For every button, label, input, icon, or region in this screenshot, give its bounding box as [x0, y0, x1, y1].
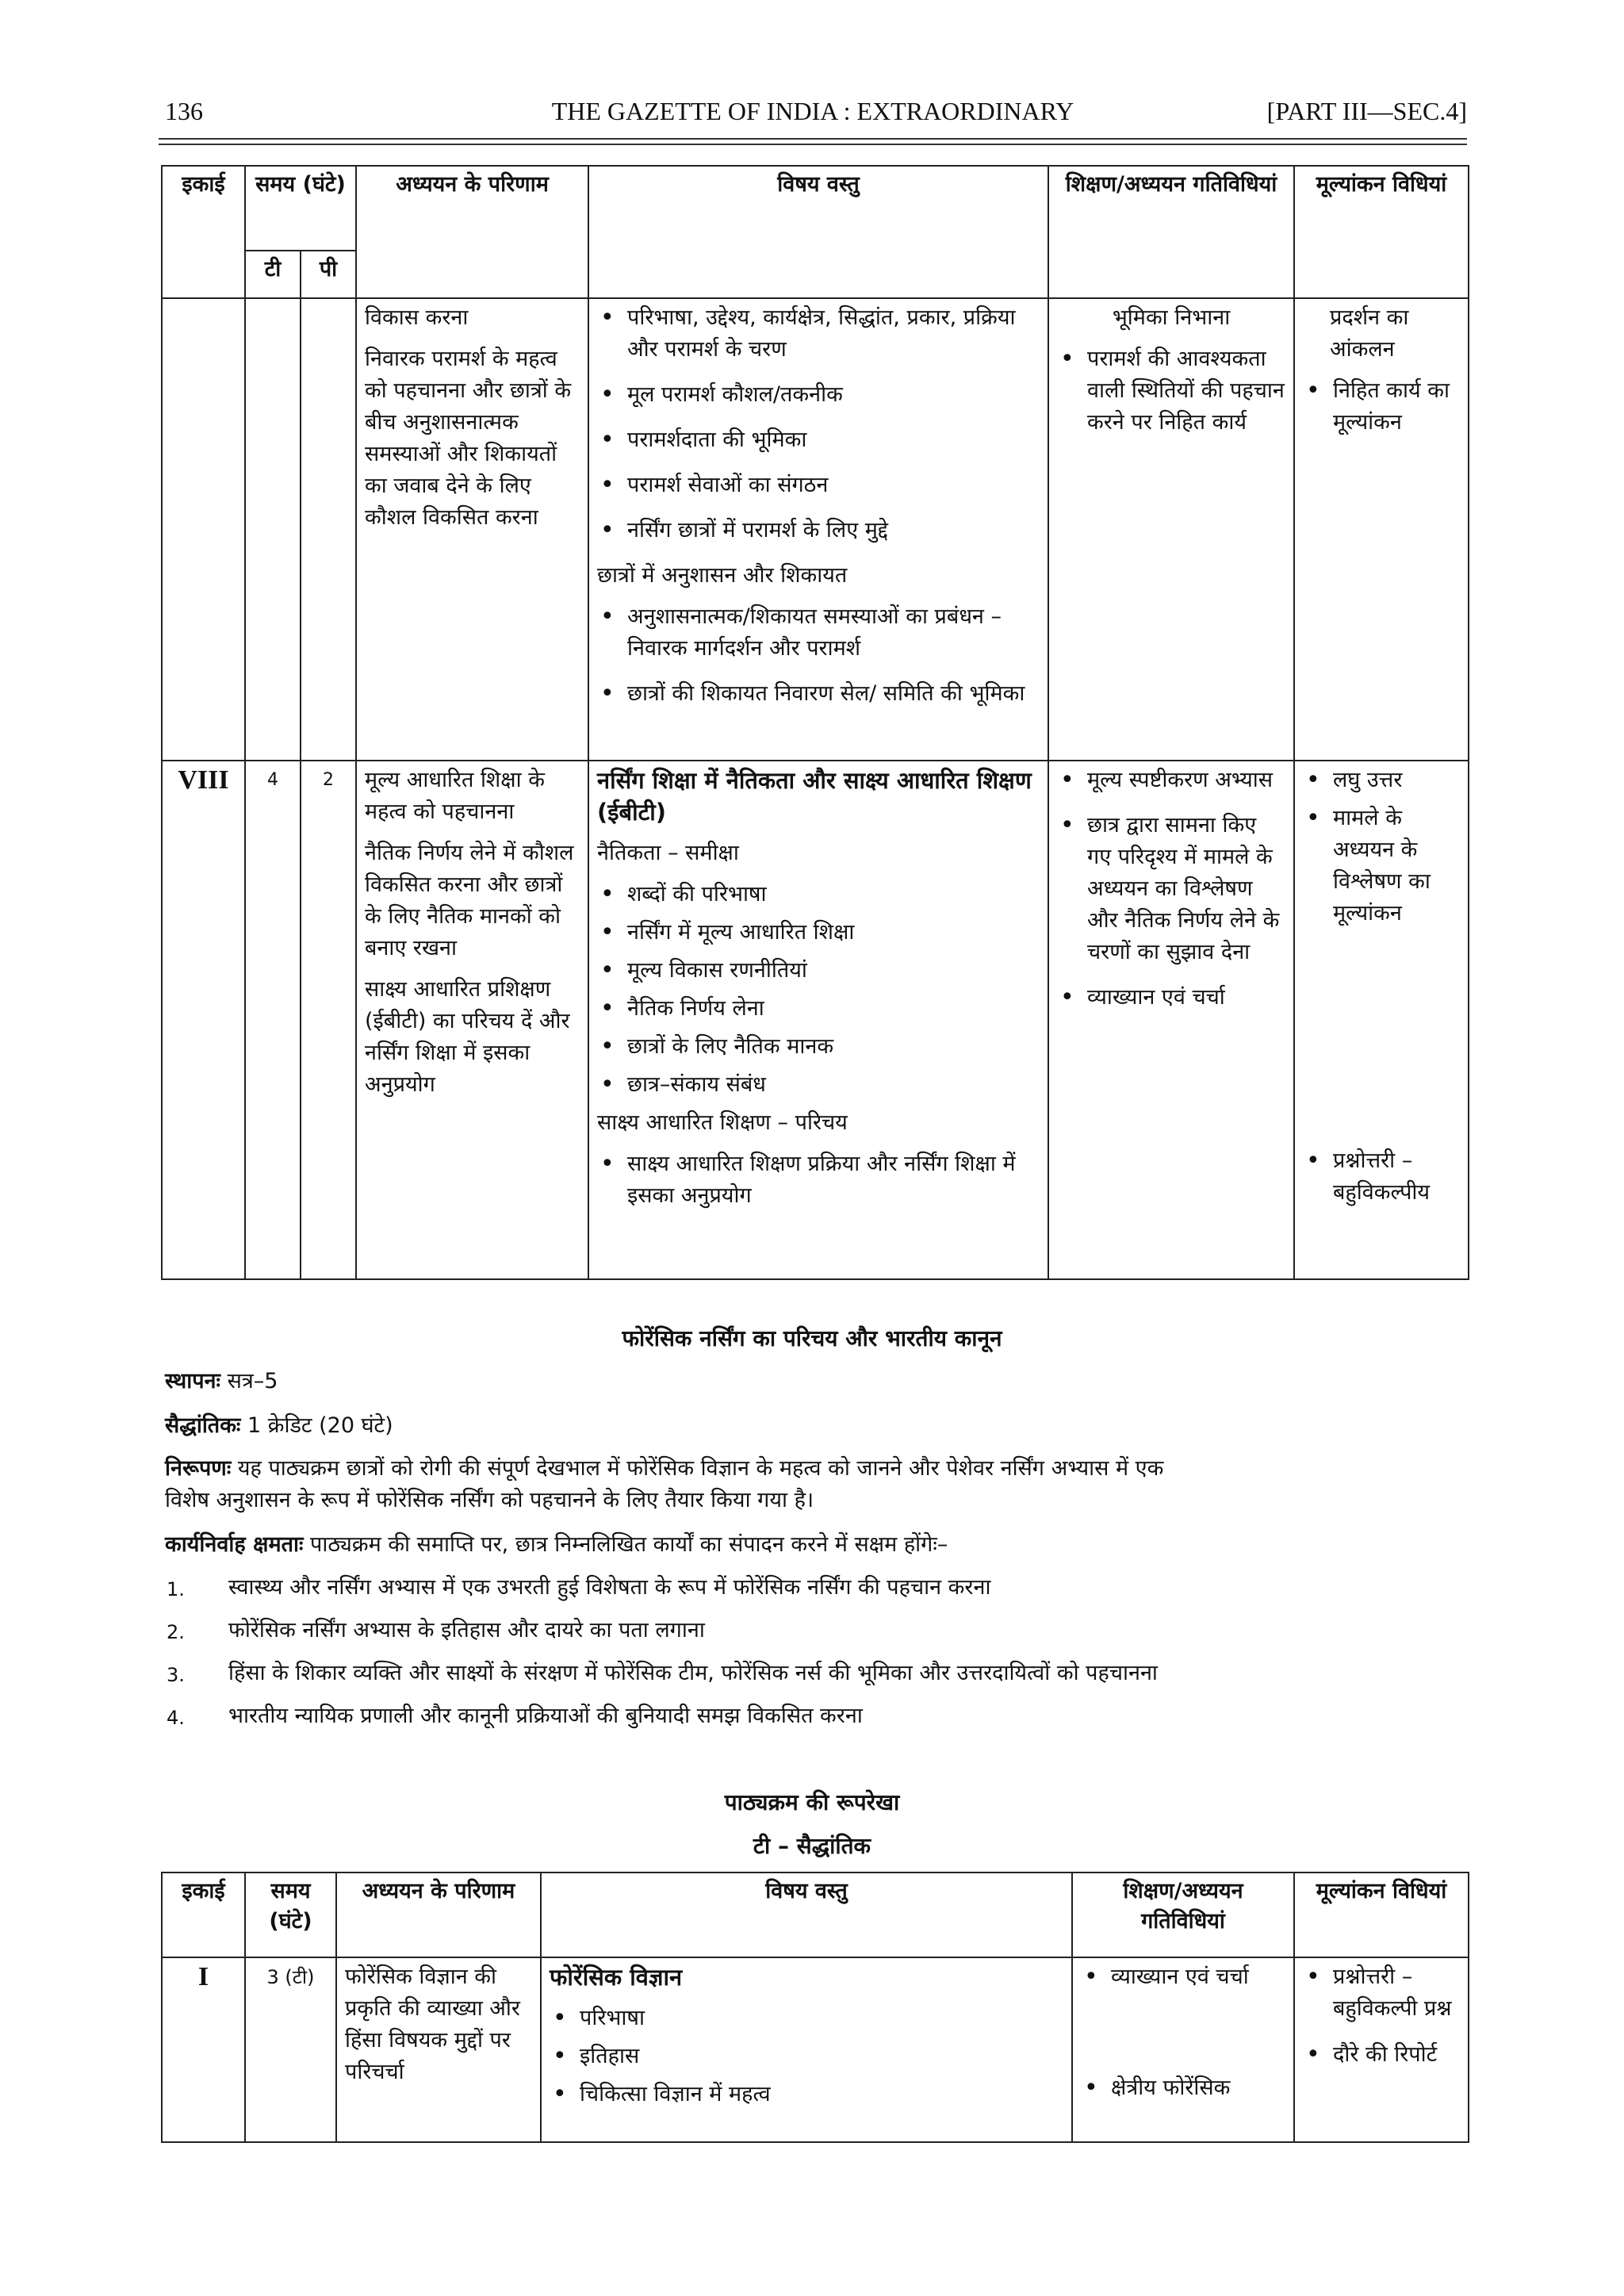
competency-text: पाठ्यक्रम की समाप्ति पर, छात्र निम्नलिखित कार्यों का संपादन करने में सक्षम होंगेः–	[310, 1532, 948, 1557]
list-item: • अनुशासनात्मक/शिकायत समस्याओं का प्रबंधन – निवारक मार्गदर्शन और परामर्श	[597, 601, 1040, 665]
list-item: • परामर्शदाता की भूमिका	[597, 424, 1040, 456]
header-assessment: मूल्यांकन विधियां	[1294, 166, 1469, 298]
outline-title: पाठ्यक्रम की रूपरेखा	[724, 1789, 900, 1815]
list-item: • परिभाषा, उद्देश्य, कार्यक्षेत्र, सिद्धांत, प्रकार, प्रक्रिया और परामर्श के चरण	[597, 302, 1040, 366]
outcomes-cell: फोरेंसिक विज्ञान की प्रकृति की व्याख्या और हिंसा विषयक मुद्दों पर परिचर्चा	[336, 1957, 541, 2142]
assessment-cell: प्रदर्शन का आंकलन • निहित कार्य का मूल्यांकन	[1294, 298, 1469, 761]
description-line	[165, 1453, 1473, 1485]
list-item: • परामर्श की आवश्यकता वाली स्थितियों की पहचान करने पर निहित कार्य	[1057, 343, 1285, 439]
list-item: • छात्र द्वारा सामना किए गए परिदृश्य में मामले के अध्ययन का विश्लेषण और नैतिक निर्णय लेने के चरणों का सुझाव देना	[1057, 810, 1285, 968]
assessment-cell	[1294, 761, 1469, 1279]
header-content: विषय वस्तु	[541, 1872, 1072, 1957]
content-subheading: साक्ष्य आधारित शिक्षण – परिचय	[597, 1110, 848, 1135]
content-subheading: छात्रों में अनुशासन और शिकायत	[597, 563, 848, 588]
course-title: फोरेंसिक नर्सिंग का परिचय और भारतीय कानून	[622, 1325, 1002, 1351]
syllabus-table-2	[161, 1872, 1469, 2143]
header-p: पी	[301, 251, 356, 298]
list-item: • व्याख्यान एवं चर्चा	[1081, 1961, 1285, 1993]
list-item: • नैतिक निर्णय लेना	[597, 993, 1040, 1025]
header-unit: इकाई	[162, 166, 245, 298]
gazette-title: THE GAZETTE OF INDIA : EXTRAORDINARY	[551, 97, 1074, 125]
header-unit: इकाई	[162, 1872, 245, 1957]
list-item: • परामर्श सेवाओं का संगठन	[597, 470, 1040, 501]
theory-value: 1 क्रेडिट (20 घंटे)	[247, 1413, 393, 1438]
activities-cell: भूमिका निभाना • परामर्श की आवश्यकता वाली स्थितियों की पहचान करने पर निहित कार्य	[1048, 298, 1294, 761]
list-item: • प्रश्नोत्तरी – बहुविकल्पीय	[1303, 1145, 1460, 1209]
list-item: • व्याख्यान एवं चर्चा	[1057, 982, 1285, 1014]
list-item: • छात्र–संकाय संबंध	[597, 1069, 1040, 1101]
theory-line	[165, 1410, 1473, 1442]
description-text: यह पाठ्यक्रम छात्रों को रोगी की संपूर्ण देखभाल में फोरेंसिक विज्ञान के महत्व को जानने और पेशेवर नर्सिंग अभ्यास में एक	[237, 1456, 1164, 1481]
page-header	[159, 97, 1467, 128]
list-item: • लघु उत्तर	[1303, 765, 1460, 796]
header-time: समय (घंटे)	[245, 166, 356, 251]
header-activities: शिक्षण/अध्ययन गतिविधियां	[1072, 1872, 1294, 1957]
time-cell: 3 (टी)	[245, 1957, 336, 2142]
header-rule	[159, 144, 1467, 145]
placement-label: स्थापनः	[165, 1369, 220, 1393]
list-item: • छात्रों की शिकायत निवारण सेल/ समिति की भूमिका	[597, 678, 1040, 710]
description-label: निरूपणः	[165, 1456, 232, 1481]
table-row	[162, 1957, 1469, 2142]
theory-label: सैद्धांतिकः	[165, 1413, 241, 1438]
assessment-cell	[1294, 1957, 1469, 2142]
table-row	[162, 761, 1469, 1279]
time-t-cell: 4	[245, 761, 301, 1279]
page-number: 136	[165, 97, 203, 125]
time-t-cell	[245, 298, 301, 761]
header-outcomes: अध्ययन के परिणाम	[356, 166, 588, 298]
unit-cell	[162, 298, 245, 761]
unit-cell: VIII	[162, 761, 245, 1279]
content-cell	[588, 761, 1048, 1279]
list-item: • इतिहास	[550, 2041, 1063, 2072]
unit-cell: I	[162, 1957, 245, 2142]
list-item: • नर्सिंग में मूल्य आधारित शिक्षा	[597, 917, 1040, 949]
activities-cell	[1048, 761, 1294, 1279]
header-activities: शिक्षण/अध्ययन गतिविधियां	[1048, 166, 1294, 298]
list-item: • शब्दों की परिभाषा	[597, 879, 1040, 910]
content-title: नर्सिंग शिक्षा में नैतिकता और साक्ष्य आधारित शिक्षण (ईबीटी)	[597, 767, 1032, 826]
header-t: टी	[245, 251, 301, 298]
list-item: • प्रश्नोत्तरी – बहुविकल्पी प्रश्न	[1303, 1961, 1460, 2025]
header-content: विषय वस्तु	[588, 166, 1048, 298]
content-cell	[541, 1957, 1072, 2142]
description-line-2: विशेष अनुशासन के रूप में फोरेंसिक नर्सिंग को पहचानने के लिए तैयार किया गया है।	[165, 1488, 814, 1512]
part-section: [PART III—SEC.4]	[1266, 97, 1467, 125]
list-item: • मूल परामर्श कौशल/तकनीक	[597, 379, 1040, 411]
outcomes-cell: विकास करना निवारक परामर्श के महत्व को पहचानना और छात्रों के बीच अनुशासनात्मक समस्याओं और शिकायतों का जवाब देने के लिए कौशल विकसित करना	[356, 298, 588, 761]
list-item: • परिभाषा	[550, 2003, 1063, 2034]
content-title: फोरेंसिक विज्ञान	[550, 1964, 683, 1991]
outline-subtitle: टी – सैद्धांतिक	[753, 1833, 871, 1859]
list-item: • चिकित्सा विज्ञान में महत्व	[550, 2079, 1063, 2110]
list-item: • मूल्य विकास रणनीतियां	[597, 955, 1040, 987]
placement-value: सत्र–5	[227, 1369, 278, 1393]
list-item: • नर्सिंग छात्रों में परामर्श के लिए मुद्दे	[597, 515, 1040, 546]
header-assessment: मूल्यांकन विधियां	[1294, 1872, 1469, 1957]
table-row	[162, 298, 1469, 761]
list-item: • क्षेत्रीय फोरेंसिक	[1081, 2072, 1285, 2104]
header-outcomes: अध्ययन के परिणाम	[336, 1872, 541, 1957]
competency-line	[165, 1529, 1473, 1561]
competency-label: कार्यनिर्वाह क्षमताः	[165, 1532, 304, 1557]
list-item: • साक्ष्य आधारित शिक्षण प्रक्रिया और नर्सिंग शिक्षा में इसका अनुप्रयोग	[597, 1148, 1040, 1212]
list-item: • छात्रों के लिए नैतिक मानक	[597, 1031, 1040, 1063]
outcomes-cell: मूल्य आधारित शिक्षा के महत्व को पहचानना नैतिक निर्णय लेने में कौशल विकसित करना और छात्रों के लिए नैतिक मानकों को बनाए रखना साक्ष्य आधारित प्रशिक्षण (ईबीटी) का परिचय दें और नर्सिंग शिक्षा में इसका अनुप्रयोग	[356, 761, 588, 1279]
list-item: • निहित कार्य का मूल्यांकन	[1303, 375, 1460, 439]
header-time: समय (घंटे)	[245, 1872, 336, 1957]
time-p-cell	[301, 298, 356, 761]
list-item: • दौरे की रिपोर्ट	[1303, 2039, 1460, 2071]
time-p-cell: 2	[301, 761, 356, 1279]
content-subheading: नैतिकता – समीक्षा	[597, 841, 739, 865]
content-cell	[588, 298, 1048, 761]
header-rule	[159, 138, 1467, 140]
placement-line	[165, 1366, 1473, 1397]
list-item: • मामले के अध्ययन के विश्लेषण का मूल्यांकन	[1303, 803, 1460, 930]
activities-cell	[1072, 1957, 1294, 2142]
list-item: • मूल्य स्पष्टीकरण अभ्यास	[1057, 765, 1285, 796]
syllabus-table-1	[161, 165, 1469, 1280]
